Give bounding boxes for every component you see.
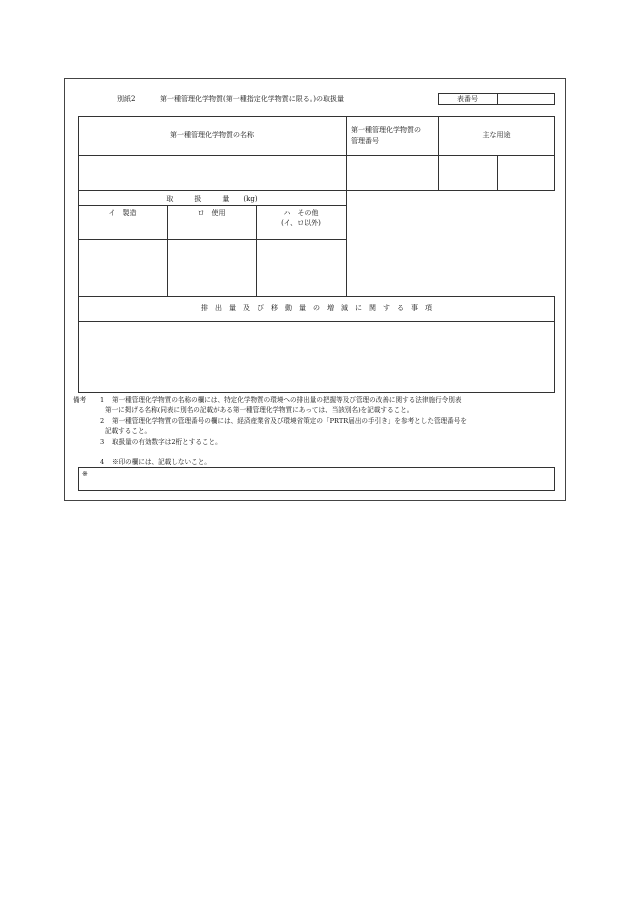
note-1-line2: 第一に掲げる名称(同表に別名の記載がある第一種管理化学物質にあっては、当該別名)を記載すること。 xyxy=(105,406,414,414)
col-chemical-name: 第一種管理化学物質の名称 xyxy=(170,131,254,139)
table-number-label: 表番号 xyxy=(457,95,478,103)
note-2-number: 2 xyxy=(100,417,105,425)
main-use-cell-2[interactable] xyxy=(498,156,554,190)
release-change-title: 排 出 量 及 び 移 動 量 の 増 減 に 関 す る 事 項 xyxy=(201,304,432,312)
office-use-mark: ※ xyxy=(82,470,88,478)
divider xyxy=(346,191,347,296)
col-manufacture: イ 製造 xyxy=(108,209,137,217)
note-2-line2: 記載すること。 xyxy=(105,427,152,435)
notes-label: 備考 xyxy=(73,396,87,404)
management-number-cell[interactable] xyxy=(347,156,437,190)
note-4-line1: ※印の欄には、記載しないこと。 xyxy=(112,458,211,466)
col-other-line1: ハ その他 xyxy=(283,209,319,217)
office-use-box[interactable] xyxy=(78,467,555,491)
col-use: ロ 使用 xyxy=(197,209,226,217)
divider xyxy=(78,205,346,206)
note-4-number: 4 xyxy=(100,458,105,466)
note-3-line1: 取扱量の有効数字は2桁とすること。 xyxy=(112,438,222,446)
col-management-number-line2: 管理番号 xyxy=(351,137,379,145)
release-change-cell[interactable] xyxy=(79,322,554,392)
chemical-name-cell[interactable] xyxy=(79,156,345,190)
manufacture-amount-cell[interactable] xyxy=(79,240,166,295)
note-1-line1: 第一種管理化学物質の名称の欄には、特定化学物質の環境への排出量の把握等及び管理の改善に関する法律施行令別表 xyxy=(112,396,462,404)
form-label: 別紙2 xyxy=(117,95,136,103)
main-use-cell-1[interactable] xyxy=(439,156,496,190)
use-amount-cell[interactable] xyxy=(168,240,255,295)
divider xyxy=(497,93,498,105)
form-title: 第一種管理化学物質(第一種指定化学物質に限る。)の取扱量 xyxy=(160,95,344,103)
col-main-use: 主な用途 xyxy=(482,131,511,139)
note-3-number: 3 xyxy=(100,438,105,446)
col-other-line2: (イ、ロ以外) xyxy=(281,219,321,227)
note-1-number: 1 xyxy=(100,396,105,404)
note-2-line1: 第一種管理化学物質の管理番号の欄には、経済産業省及び環境省策定の「PRTR届出の手引き」を参考とした管理番号を xyxy=(112,417,467,425)
handling-amount-title: 取 扱 量 (kg) xyxy=(166,195,258,203)
other-amount-cell[interactable] xyxy=(257,240,345,295)
col-management-number-line1: 第一種管理化学物質の xyxy=(351,126,421,134)
